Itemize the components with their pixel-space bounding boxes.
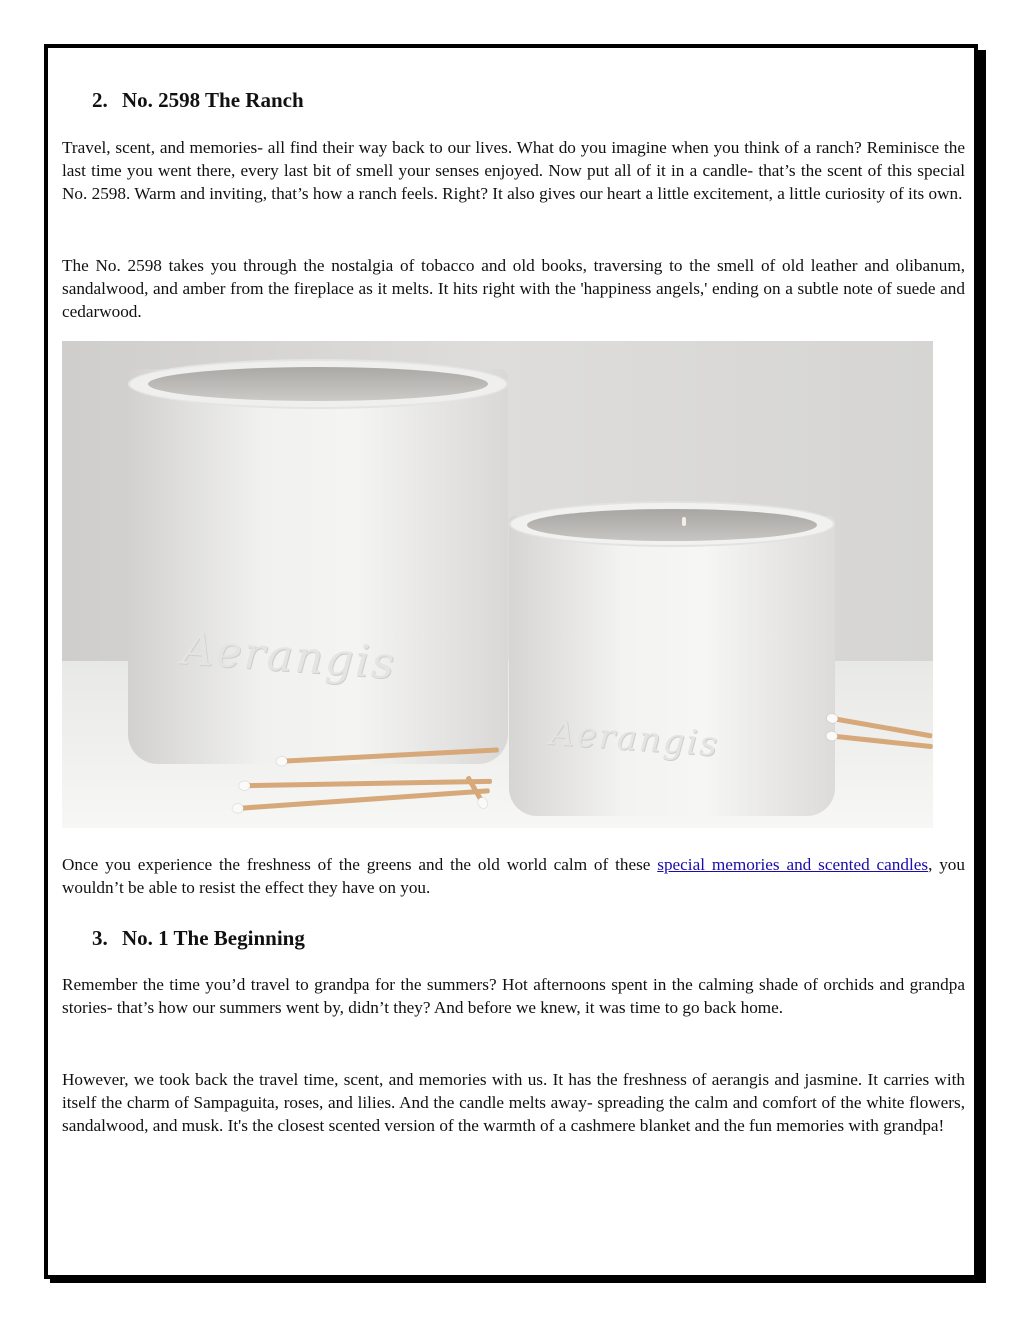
beginning-paragraph-1: Remember the time you’d travel to grandpa for the summers? Hot afternoons spent in the calming shade of orchids and grandpa stories- that’s how our summers went by, didn’t they? And before we knew, it was time to go back home.	[62, 975, 965, 1017]
large-candle-jar	[128, 369, 508, 764]
ranch-paragraph-2: The No. 2598 takes you through the nostalgia of tobacco and old books, traversing to the smell of old leather and olibanum, sandalwood, and amber from the fireplace as it melts. It hits right with the 'happiness angels,' ending on a subtle note of suede and cedarwood.	[62, 256, 965, 321]
section-heading-ranch	[92, 88, 304, 113]
beginning-paragraph-2: However, we took back the travel time, scent, and memories with us. It has the freshness of aerangis and jasmine. It carries with itself the charm of Sampaguita, roses, and lilies. And the candle melts away- spreading the calm and comfort of the white flowers, sandalwood, and musk. It's the closest scented version of the warmth of a cashmere blanket and the fun memories with grandpa!	[62, 1070, 965, 1135]
closing-text-before: Once you experience the freshness of the greens and the old world calm of these	[62, 855, 658, 874]
scented-candles-link[interactable]: special memories and scented candles	[657, 855, 929, 874]
candles-photo	[62, 341, 933, 828]
section-number: 3.	[92, 926, 108, 950]
candle-wick	[682, 517, 686, 526]
candle-logo-large: Aerangis	[180, 623, 398, 690]
ranch-paragraph-1: Travel, scent, and memories- all find their way back to our lives. What do you imagine when you think of a ranch? Reminisce the last time you went there, every last bit of smell your senses enjoyed. Now put all of it in a candle- that’s the scent of this special No. 2598. Warm and inviting, that’s how a ranch feels. Right? It also gives our heart a little excitement, a little curiosity of its own.	[62, 138, 965, 203]
section-title: No. 2598 The Ranch	[122, 88, 304, 112]
document-page	[44, 44, 978, 1279]
candle-logo-small: Aerangis	[548, 713, 721, 765]
section-number: 2.	[92, 88, 108, 112]
closing-text-after: , you wouldn’t be able to resist the effect they have on you.	[62, 855, 965, 897]
closing-paragraph	[62, 853, 965, 899]
large-candle-wax	[148, 367, 488, 401]
small-candle-wax	[527, 509, 817, 541]
section-heading-beginning	[92, 926, 305, 951]
small-candle-jar	[509, 516, 835, 816]
section-title: No. 1 The Beginning	[122, 926, 305, 950]
